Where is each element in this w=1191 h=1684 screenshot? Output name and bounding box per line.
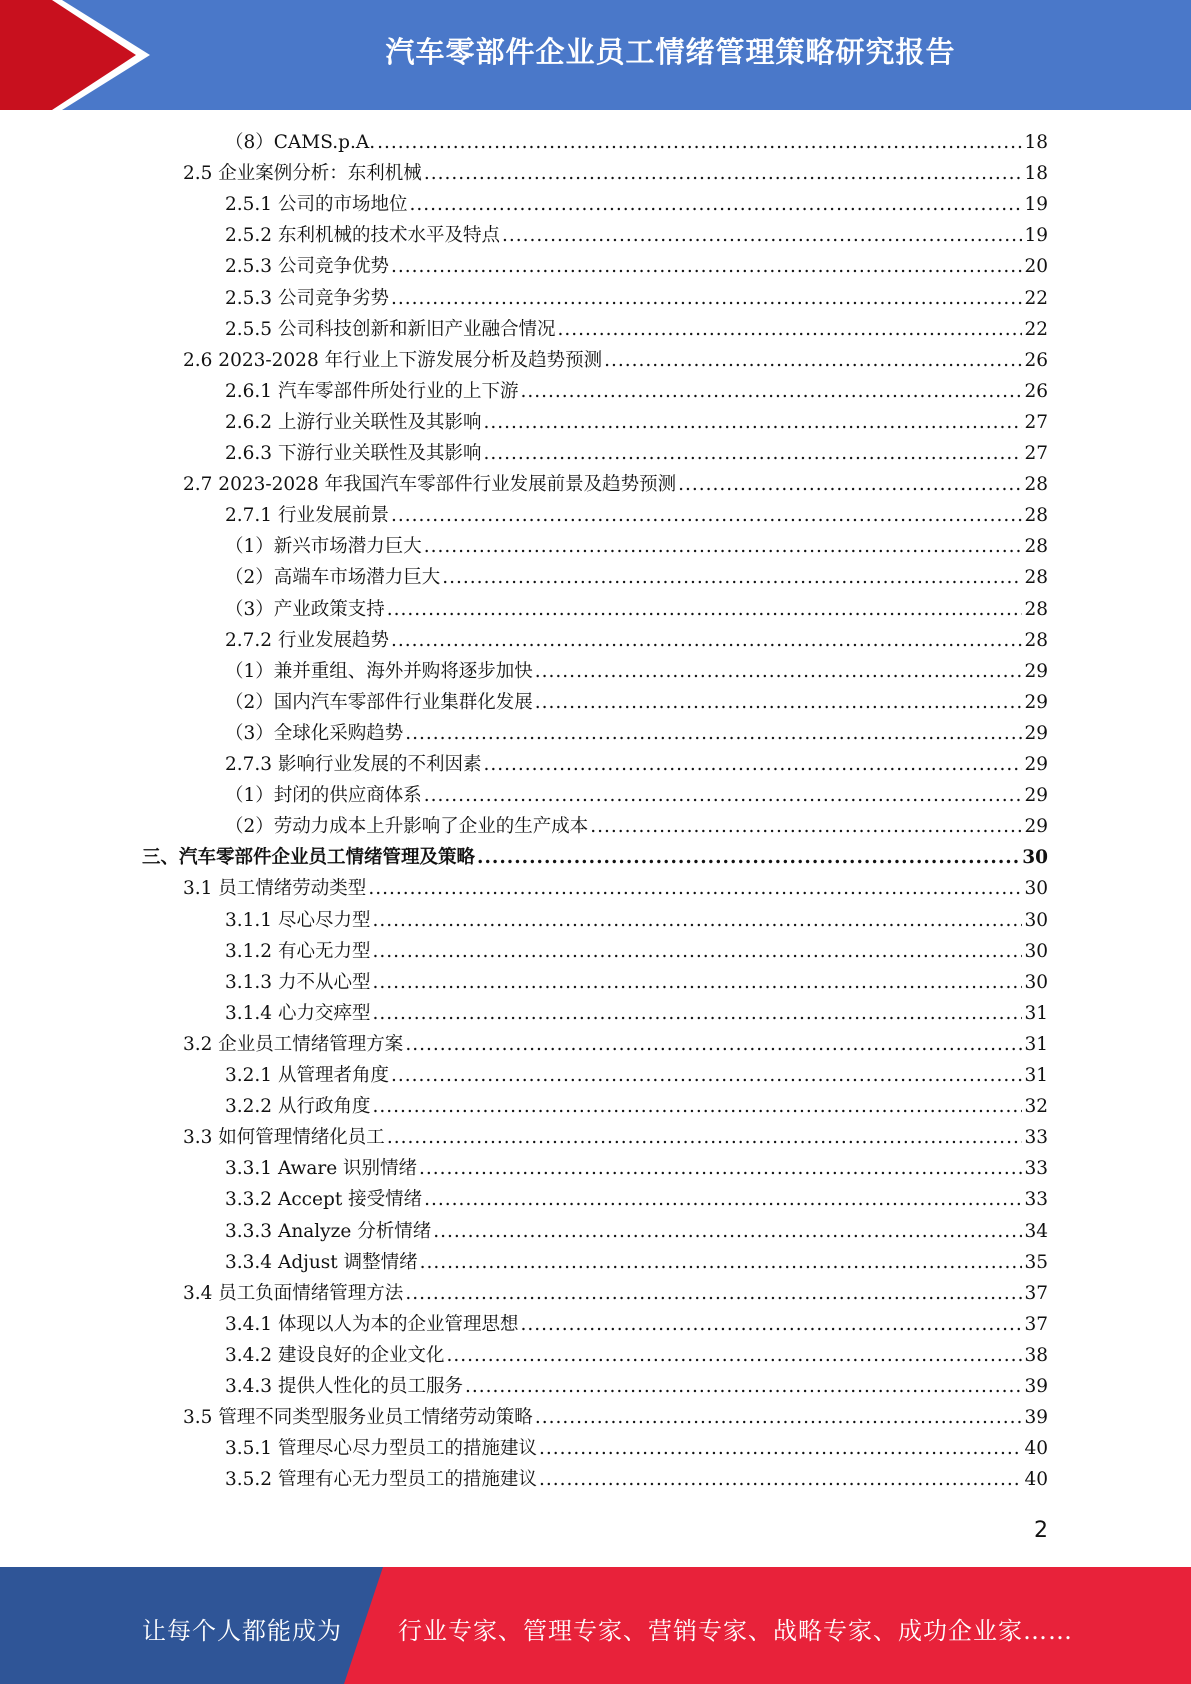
toc-leader-dots: [520, 376, 1022, 407]
toc-entry-page: 20: [1024, 256, 1048, 278]
toc-entry-title: （1）新兴市场潜力巨大: [225, 536, 422, 558]
toc-leader-dots: [391, 625, 1022, 656]
toc-entry-title: （2）国内汽车零部件行业集群化发展: [225, 691, 533, 713]
toc-entry[interactable]: [225, 500, 1048, 531]
toc-entry-title: 2.7.1 行业发展前景: [225, 505, 389, 527]
toc-entry[interactable]: [225, 998, 1048, 1029]
toc-leader-dots: [604, 345, 1022, 376]
toc-entry[interactable]: [225, 314, 1048, 345]
toc-entry-page: 40: [1024, 1438, 1048, 1460]
toc-entry-title: 2.5.1 公司的市场地位: [225, 194, 408, 216]
toc-entry-page: 30: [1024, 940, 1048, 962]
toc-entry[interactable]: [225, 562, 1048, 593]
toc-entry-page: 37: [1024, 1282, 1048, 1304]
toc-entry-page: 31: [1024, 1033, 1048, 1055]
toc-leader-dots: [405, 718, 1022, 749]
toc-entry-page: 29: [1024, 691, 1048, 713]
toc-leader-dots: [387, 594, 1023, 625]
toc-leader-dots: [535, 687, 1023, 718]
toc-entry[interactable]: [183, 1122, 1048, 1153]
toc-leader-dots: [424, 1184, 1022, 1215]
toc-entry-title: 3.1 员工情绪劳动类型: [183, 878, 367, 900]
toc-entry-title: 2.6.3 下游行业关联性及其影响: [225, 443, 482, 464]
toc-entry[interactable]: [225, 376, 1048, 407]
toc-leader-dots: [590, 811, 1022, 842]
toc-leader-dots: [539, 1433, 1022, 1464]
toc-entry-page: 27: [1024, 411, 1048, 433]
toc-entry-page: 37: [1024, 1313, 1048, 1335]
toc-leader-dots: [387, 1122, 1023, 1153]
toc-leader-dots: [405, 1029, 1022, 1060]
page-footer: [0, 1567, 1191, 1684]
footer-slogan-right: 行业专家、管理专家、营销专家、战略专家、成功企业家……: [398, 1617, 1073, 1645]
toc-entry-page: 30: [1022, 847, 1048, 869]
toc-entry[interactable]: [183, 1278, 1048, 1309]
toc-leader-dots: [446, 1340, 1022, 1371]
toc-entry[interactable]: [183, 345, 1048, 376]
toc-leader-dots: [477, 842, 1020, 873]
toc-entry-page: 33: [1024, 1189, 1048, 1211]
toc-entry-page: 28: [1024, 598, 1048, 620]
toc-leader-dots: [391, 1060, 1022, 1091]
toc-entry-page: 30: [1024, 971, 1048, 993]
toc-entry-page: 28: [1024, 536, 1048, 558]
toc-leader-dots: [557, 314, 1022, 345]
toc-leader-dots: [539, 1464, 1022, 1495]
toc-entry[interactable]: [225, 594, 1048, 625]
toc-entry[interactable]: [225, 1153, 1048, 1184]
toc-entry[interactable]: [225, 905, 1048, 936]
toc-entry[interactable]: [225, 749, 1048, 780]
toc-leader-dots: [372, 936, 1022, 967]
toc-leader-dots: [465, 1371, 1022, 1402]
toc-entry-title: 2.7.2 行业发展趋势: [225, 629, 389, 651]
toc-entry-title: 3.1.2 有心无力型: [225, 940, 371, 962]
toc-leader-dots: [424, 531, 1023, 562]
toc-leader-dots: [535, 1402, 1023, 1433]
toc-entry-title: 3.4 员工负面情绪管理方法: [183, 1282, 404, 1304]
toc-leader-dots: [678, 469, 1022, 500]
toc-entry[interactable]: [225, 251, 1048, 282]
toc-leader-dots: [409, 189, 1022, 220]
toc-entry[interactable]: [225, 811, 1048, 842]
toc-entry-title: （3）产业政策支持: [225, 598, 385, 620]
toc-entry-title: 2.6.1 汽车零部件所处行业的上下游: [225, 380, 519, 402]
toc-entry-page: 29: [1024, 754, 1048, 775]
toc-leader-dots: [483, 438, 1022, 469]
toc-entry-page: 33: [1024, 1127, 1048, 1149]
toc-entry[interactable]: [225, 531, 1048, 562]
toc-entry-title: （8）CAMS.p.A.: [225, 132, 376, 153]
toc-entry-title: 3.4.2 建设良好的企业文化: [225, 1344, 445, 1366]
toc-entry-page: 39: [1024, 1407, 1048, 1429]
toc-entry-title: 3.5.1 管理尽心尽力型员工的措施建议: [225, 1438, 537, 1460]
toc-leader-dots: [372, 967, 1022, 998]
toc-entry[interactable]: [225, 1371, 1048, 1402]
toc-entry-title: 3.4.1 体现以人为本的企业管理思想: [225, 1313, 519, 1335]
toc-entry[interactable]: [225, 1060, 1048, 1091]
toc-entry-page: 28: [1024, 505, 1048, 527]
toc-entry[interactable]: [183, 469, 1048, 500]
toc-entry[interactable]: [225, 407, 1048, 438]
toc-entry-title: 2.5.3 公司竞争劣势: [225, 287, 389, 309]
toc-entry[interactable]: [225, 438, 1048, 469]
toc-entry-page: 30: [1024, 878, 1048, 900]
toc-entry[interactable]: [225, 189, 1048, 220]
toc-entry-page: 18: [1024, 132, 1048, 153]
toc-entry-title: （2）高端车市场潜力巨大: [225, 567, 441, 589]
toc-entry-title: 2.5.5 公司科技创新和新旧产业融合情况: [225, 318, 556, 340]
toc-entry[interactable]: [142, 842, 1048, 873]
toc-entry-page: 22: [1024, 287, 1048, 309]
toc-leader-dots: [405, 1278, 1022, 1309]
toc-entry-title: （2）劳动力成本上升影响了企业的生产成本: [225, 816, 589, 838]
toc-entry-title: 3.1.1 尽心尽力型: [225, 909, 371, 931]
toc-leader-dots: [502, 220, 1022, 251]
toc-entry-page: 29: [1024, 722, 1048, 744]
toc-entry-title: 3.1.3 力不从心型: [225, 971, 371, 993]
toc-entry-title: 2.5.3 公司竞争优势: [225, 256, 389, 278]
toc-entry-page: 39: [1024, 1376, 1048, 1397]
toc-entry-page: 28: [1024, 474, 1048, 496]
toc-entry-title: 2.6.2 上游行业关联性及其影响: [225, 411, 482, 433]
toc-leader-dots: [442, 562, 1022, 593]
toc-entry-page: 29: [1024, 816, 1048, 838]
toc-leader-dots: [377, 127, 1022, 158]
toc-entry[interactable]: [183, 873, 1048, 904]
toc-leader-dots: [391, 283, 1022, 314]
toc-entry-page: 40: [1024, 1469, 1048, 1491]
toc-entry[interactable]: [225, 127, 1048, 158]
toc-entry-title: （3）全球化采购趋势: [225, 722, 404, 744]
toc-entry-title: 3.5 管理不同类型服务业员工情绪劳动策略: [183, 1407, 533, 1429]
toc-entry[interactable]: [225, 1184, 1048, 1215]
toc-entry-page: 38: [1024, 1344, 1048, 1366]
toc-leader-dots: [368, 873, 1022, 904]
toc-entry[interactable]: [225, 1464, 1048, 1495]
toc-entry[interactable]: [225, 967, 1048, 998]
report-title: 汽车零部件企业员工情绪管理策略研究报告: [385, 35, 956, 69]
page-header: [0, 0, 1191, 110]
toc-entry-title: 3.2.1 从管理者角度: [225, 1065, 389, 1086]
toc-leader-dots: [372, 998, 1022, 1029]
toc-leader-dots: [391, 500, 1022, 531]
toc-entry-title: 2.5 企业案例分析：东利机械: [183, 163, 422, 185]
toc-leader-dots: [424, 158, 1023, 189]
toc-entry-title: （1）兼并重组、海外并购将逐步加快: [225, 660, 533, 682]
footer-slogan-left: 让每个人都能成为: [142, 1617, 342, 1645]
toc-entry-title: 2.7.3 影响行业发展的不利因素: [225, 754, 482, 775]
toc-entry[interactable]: [225, 283, 1048, 314]
toc-entry-title: 2.6 2023-2028 年行业上下游发展分析及趋势预测: [183, 349, 603, 371]
toc-entry-page: 35: [1024, 1251, 1048, 1273]
toc-leader-dots: [483, 407, 1022, 438]
toc-entry[interactable]: [225, 625, 1048, 656]
toc-entry[interactable]: [225, 718, 1048, 749]
toc-entry-title: 3.3 如何管理情绪化员工: [183, 1127, 385, 1149]
toc-entry-page: 31: [1024, 1002, 1048, 1024]
toc-entry[interactable]: [225, 936, 1048, 967]
toc-entry-title: 3.3.3 Analyze 分析情绪: [225, 1220, 432, 1242]
toc-entry-title: 三、汽车零部件企业员工情绪管理及策略: [142, 847, 476, 869]
toc-entry[interactable]: [225, 1216, 1048, 1247]
toc-entry-page: 29: [1024, 785, 1048, 807]
toc-entry-page: 19: [1024, 225, 1048, 247]
toc-entry-title: 3.3.1 Aware 识别情绪: [225, 1158, 418, 1180]
toc-entry-page: 27: [1024, 443, 1048, 464]
toc-entry-title: 3.3.2 Accept 接受情绪: [225, 1189, 423, 1211]
toc-leader-dots: [520, 1309, 1022, 1340]
toc-entry-title: 3.1.4 心力交瘁型: [225, 1002, 371, 1024]
toc-entry[interactable]: [225, 1247, 1048, 1278]
toc-entry[interactable]: [225, 1340, 1048, 1371]
toc-entry[interactable]: [225, 1091, 1048, 1122]
toc-entry-page: 32: [1024, 1096, 1048, 1118]
toc-entry[interactable]: [225, 656, 1048, 687]
toc-entry-page: 31: [1024, 1065, 1048, 1086]
toc-entry-page: 28: [1024, 567, 1048, 589]
toc-entry-page: 18: [1024, 163, 1048, 185]
toc-entry-title: 3.5.2 管理有心无力型员工的措施建议: [225, 1469, 537, 1491]
toc-leader-dots: [420, 1247, 1023, 1278]
toc-entry[interactable]: [183, 158, 1048, 189]
toc-entry-title: 3.4.3 提供人性化的员工服务: [225, 1376, 463, 1397]
toc-entry-page: 29: [1024, 660, 1048, 682]
toc-entry-page: 33: [1024, 1158, 1048, 1180]
toc-leader-dots: [372, 1091, 1022, 1122]
toc-entry-page: 28: [1024, 629, 1048, 651]
toc-entry-title: 2.5.2 东利机械的技术水平及特点: [225, 225, 500, 247]
toc-leader-dots: [419, 1153, 1022, 1184]
toc-entry-title: 3.3.4 Adjust 调整情绪: [225, 1251, 418, 1273]
toc-entry[interactable]: [225, 1309, 1048, 1340]
toc-entry-page: 34: [1024, 1220, 1048, 1242]
toc-entry-page: 30: [1024, 909, 1048, 931]
page-number: 2: [1034, 1518, 1048, 1543]
toc-entry-title: （1）封闭的供应商体系: [225, 785, 422, 807]
toc-entry-page: 19: [1024, 194, 1048, 216]
toc-leader-dots: [424, 780, 1023, 811]
toc-entry[interactable]: [183, 1402, 1048, 1433]
toc-entry-page: 26: [1024, 349, 1048, 371]
toc-leader-dots: [433, 1216, 1022, 1247]
toc-entry[interactable]: [183, 1029, 1048, 1060]
toc-entry[interactable]: [225, 780, 1048, 811]
toc-entry-title: 3.2.2 从行政角度: [225, 1096, 371, 1118]
toc-entry-page: 22: [1024, 318, 1048, 340]
toc-entry[interactable]: [225, 220, 1048, 251]
toc-leader-dots: [391, 251, 1022, 282]
toc-entry[interactable]: [225, 1433, 1048, 1464]
toc-leader-dots: [483, 749, 1022, 780]
toc-entry-title: 3.2 企业员工情绪管理方案: [183, 1033, 404, 1055]
toc-entry-title: 2.7 2023-2028 年我国汽车零部件行业发展前景及趋势预测: [183, 474, 677, 496]
toc-leader-dots: [372, 905, 1022, 936]
toc-leader-dots: [535, 656, 1023, 687]
toc-entry-page: 26: [1024, 380, 1048, 402]
toc-entry[interactable]: [225, 687, 1048, 718]
